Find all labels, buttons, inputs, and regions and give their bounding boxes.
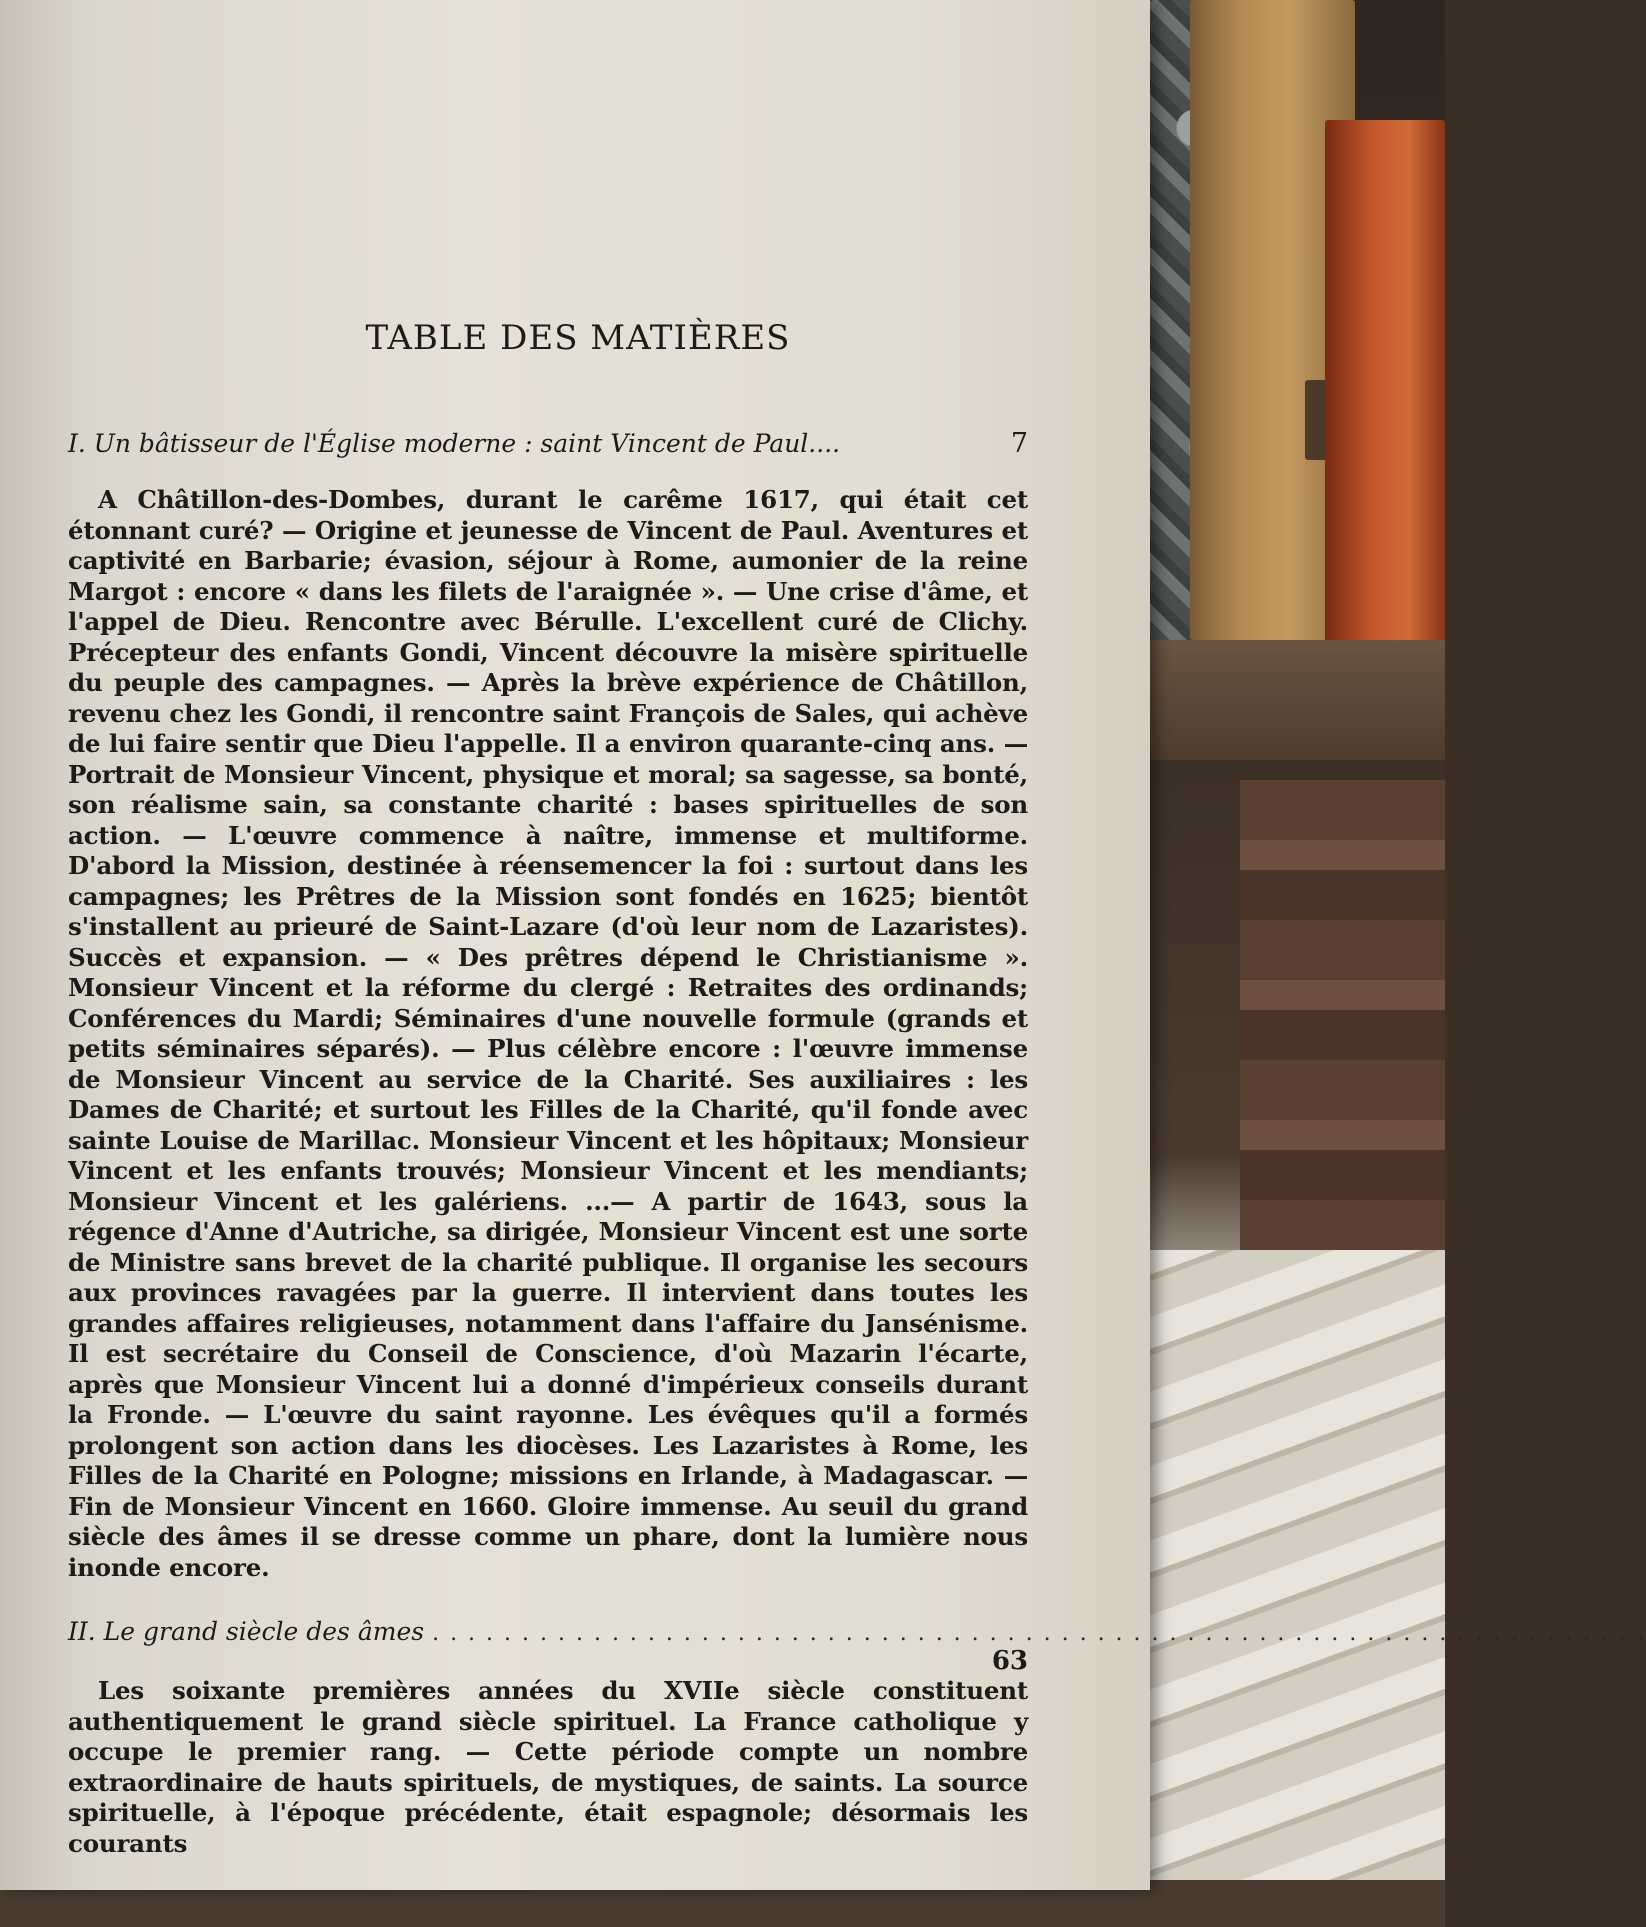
shelf-board xyxy=(1100,640,1445,760)
chapter-1-page-number: 7 xyxy=(1010,428,1028,459)
leader-dots: . . . . . . . . . . . . . . . . . . . . . . . . . . . . . . . . . . . . . . . . . . . . . . . . . . . . . . . . . . . . . . . . . . . . xyxy=(432,1621,1646,1646)
red-book-spine xyxy=(1325,120,1445,680)
chapter-1-entry xyxy=(68,428,1028,459)
chapter-2-summary: Les soixante premières années du XVIIe siècle constituent authentiquement le grand siècle spirituel. La France catholique y occupe le premier rang. — Cette période compte un nombre extraordinaire de hauts spirituels, de mystiques, de saints. La source spirituelle, à l'époque précédente, était espagnole; désormais les courants xyxy=(68,1676,1028,1858)
stacked-books xyxy=(1240,780,1445,1300)
chapter-2-entry xyxy=(68,1617,1646,1646)
table-of-contents xyxy=(68,318,1646,1859)
page-title: TABLE DES MATIÈRES xyxy=(365,318,791,358)
paper-stack xyxy=(1130,1250,1445,1927)
chapter-1-summary: A Châtillon-des-Dombes, durant le carême 1617, qui était cet étonnant curé? — Origine et jeunesse de Vincent de Paul. Aventures et captivité en Barbarie; évasion, séjour à Rome, aumonier de la reine Margot : encore « dans les filets de l'araignée ». — Une crise d'âme, et l'appel de Dieu. Rencontre avec Bérulle. L'excellent curé de Clichy. Précepteur des enfants Gondi, Vincent découvre la misère spirituelle du peuple des campagnes. — Après la brève expérience de Châtillon, revenu chez les Gondi, il rencontre saint François de Sales, qui achève de lui faire sentir que Dieu l'appelle. Il a environ quarante-cinq ans. — Portrait de Monsieur Vincent, physique et moral; sa sagesse, sa bonté, son réalisme sain, sa constante charité : bases spirituelles de son action. — L'œuvre commence à naître, immense et multiforme. D'abord la Mission, destinée à réensemencer la foi : surtout dans les campagnes; les Prêtres de la Mission sont fondés en 1625; bientôt s'installent au prieuré de Saint-Lazare (d'où leur nom de Lazaristes). Succès et expansion. — « Des prêtres dépend le Christianisme ». Monsieur Vincent et la réforme du clergé : Retraites des ordinands; Conférences du Mardi; Séminaires d'une nouvelle formule (grands et petits séminaires séparés). — Plus célèbre encore : l'œuvre immense de Monsieur Vincent au service de la Charité. Ses auxiliaires : les Dames de Charité; et surtout les Filles de la Charité, qu'il fonde avec sainte Louise de Marillac. Monsieur Vincent et les hôpitaux; Monsieur Vincent et les enfants trouvés; Monsieur Vincent et les mendiants; Monsieur Vincent et les galériens. ...— A partir de 1643, sous la régence d'Anne d'Autriche, sa dirigée, Monsieur Vincent est une sorte de Ministre sans brevet de la charité publique. Il organise les secours aux provinces ravagées par la guerre. Il intervient dans toutes les grandes affaires religieuses, notamment dans l'affaire du Jansénisme. Il est secrétaire du Conseil de Conscience, d'où Mazarin l'écarte, après que Monsieur Vincent lui a donné d'impérieux conseils durant la Fronde. — L'œuvre du saint rayonne. Les évêques qu'il a formés prolongent son action dans les diocèses. Les Lazaristes à Rome, les Filles de la Charité en Pologne; missions en Irlande, à Madagascar. — Fin de Monsieur Vincent en 1660. Gloire immense. Au seuil du grand siècle des âmes il se dresse comme un phare, dont la lumière nous inonde encore. xyxy=(68,485,1028,1582)
chapter-2-title: II. Le grand siècle des âmes xyxy=(68,1617,425,1646)
chapter-1-title: I. Un bâtisseur de l'Église moderne : saint Vincent de Paul.... xyxy=(68,429,841,458)
chapter-2-page-number: 63 xyxy=(991,1646,1028,1676)
